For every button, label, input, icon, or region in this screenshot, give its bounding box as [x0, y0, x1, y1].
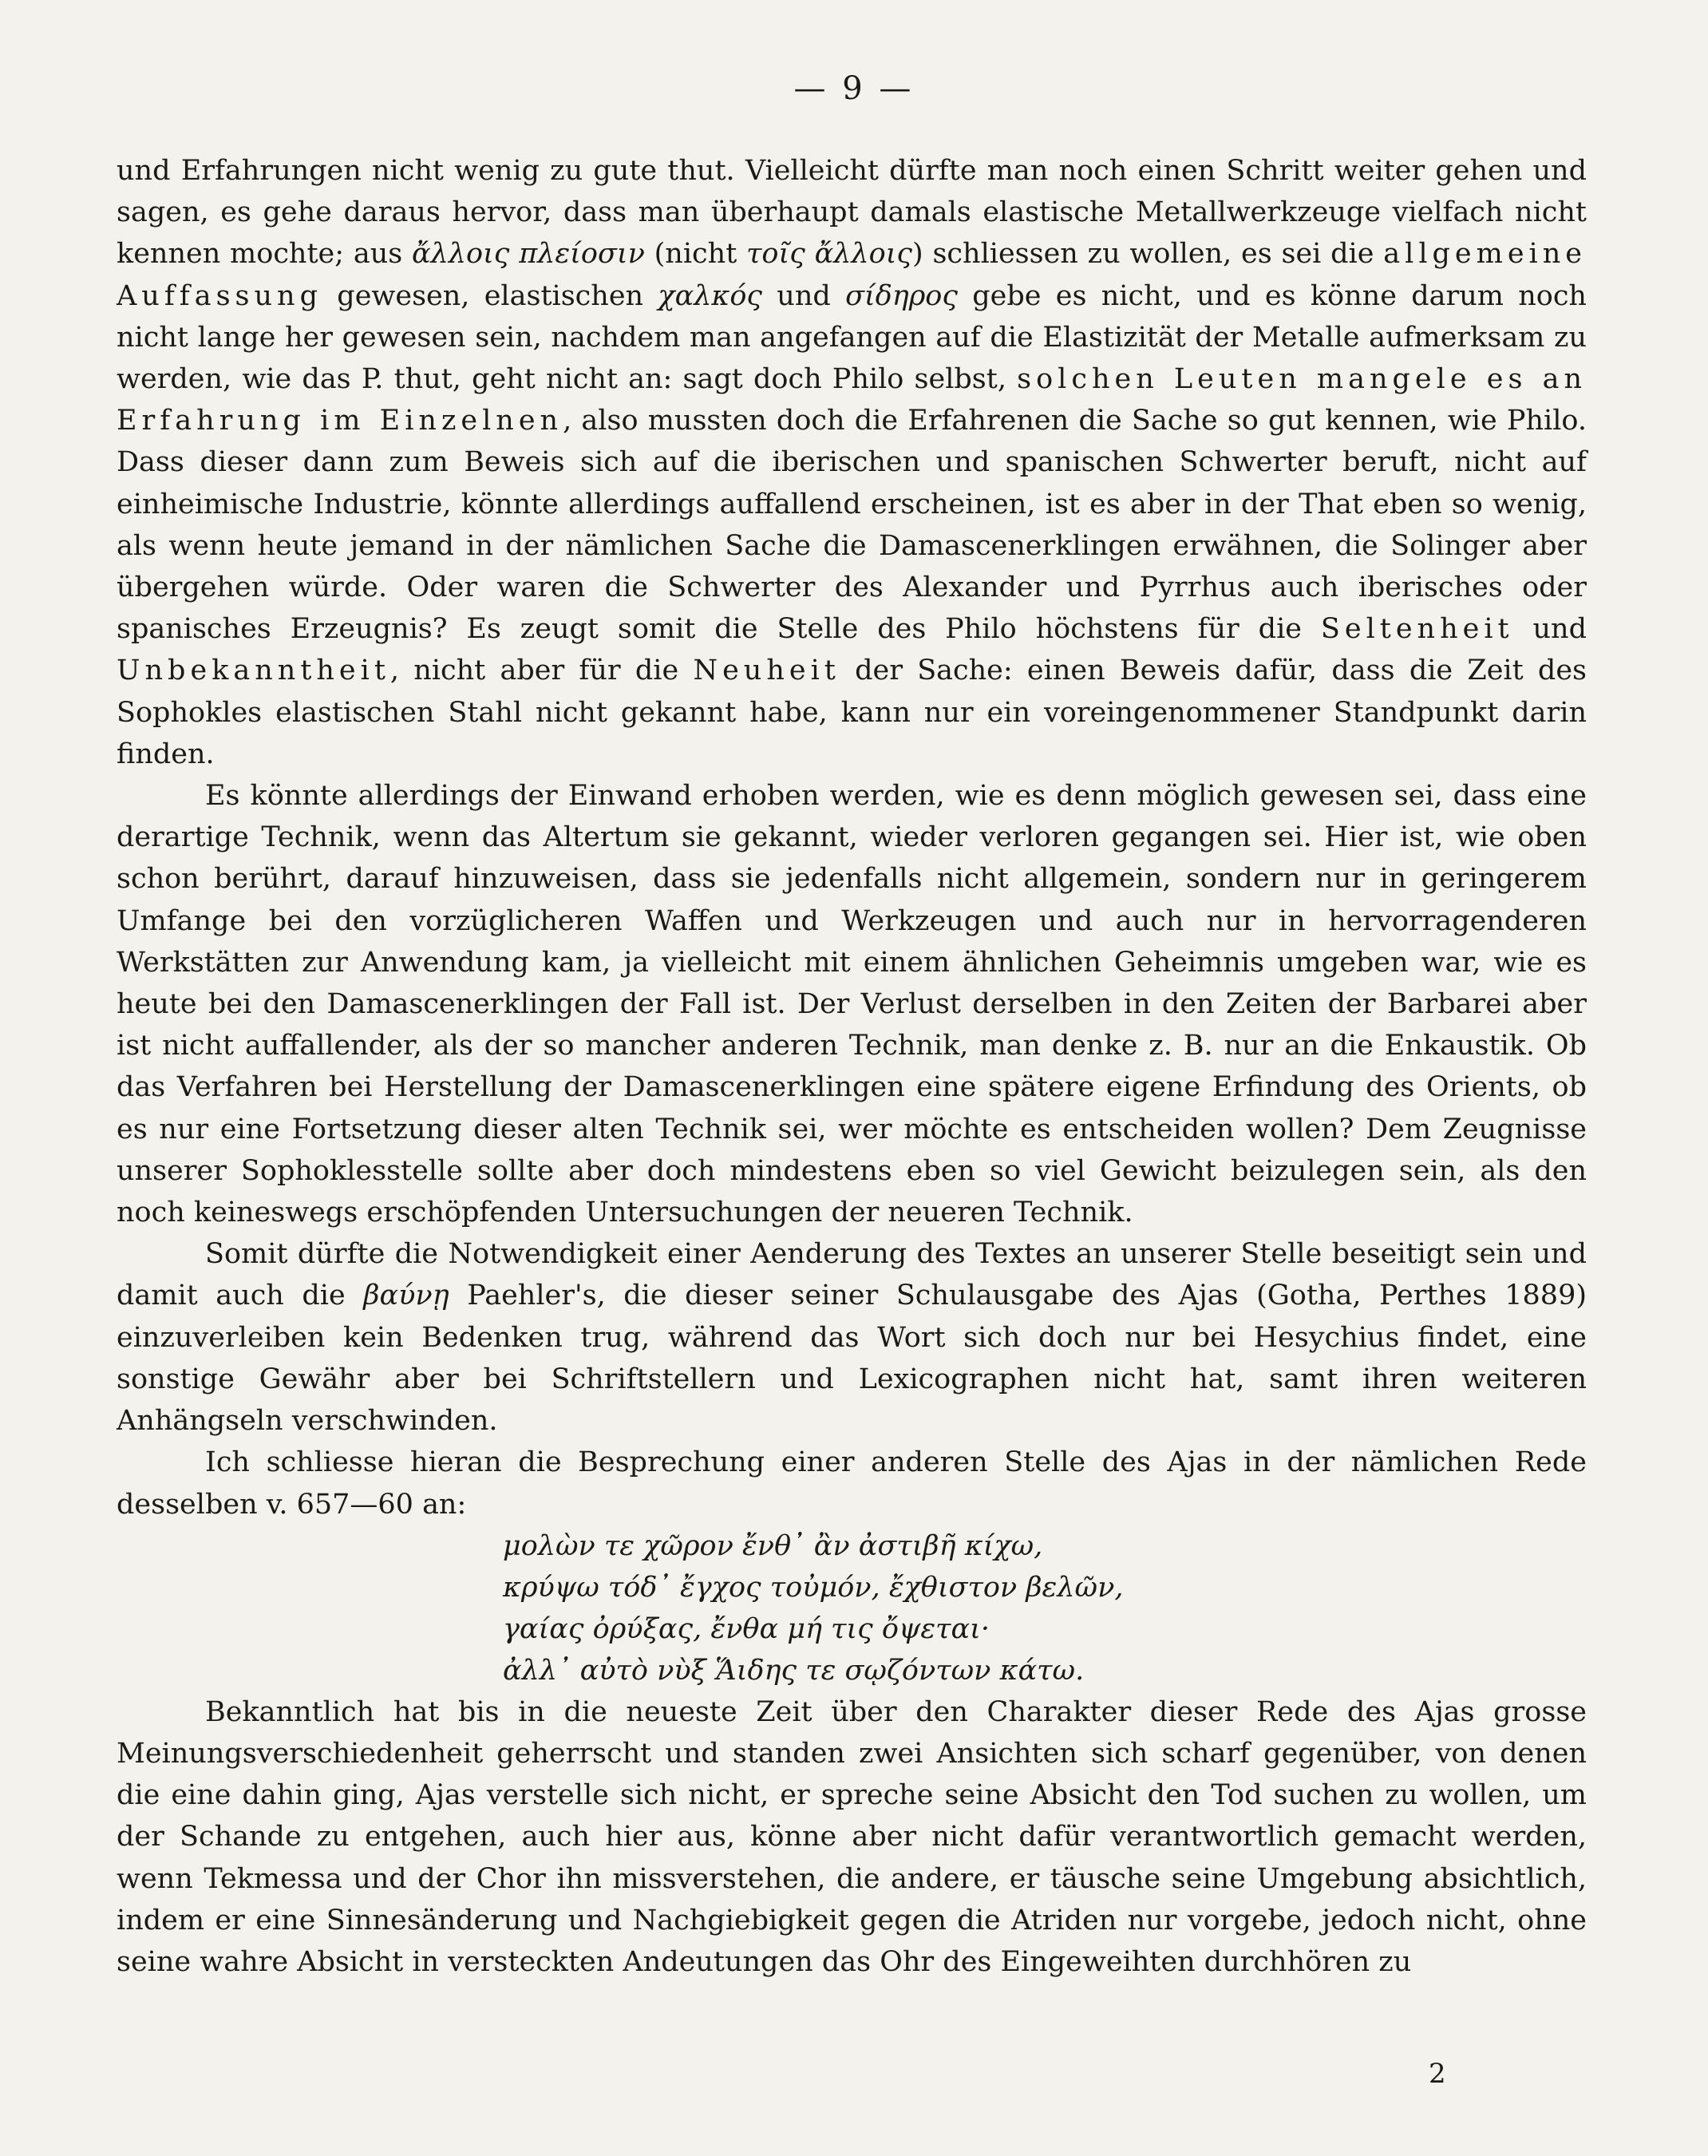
verse-line: μολὼν τε χῶρον ἔνθ᾽ ἂν ἀστιβῆ κίχω, — [503, 1529, 1043, 1562]
text-run: und — [762, 279, 846, 312]
paragraph-2: Es könnte allerdings der Einwand erhoben werden, wie es denn möglich gewesen sei, dass eine derartige Technik, wenn das Altertum sie gekannt, wieder verloren gegangen sei. Hier ist, wie oben schon berührt, darauf hinzuweisen, dass sie jedenfalls nicht allgemein, sondern nur in geringerem Umfange bei den vorzüglicheren Waffen und Werkzeugen und auch nur in hervorragenderen Werkstätten zur Anwendung kam, ja vielleicht mit einem ähnlichen Geheimnis umgeben war, wie es heute bei den Damascenerklingen der Fall ist. Der Verlust derselben in den Zeiten der Barbarei aber ist nicht auffallender, als der so mancher anderen Technik, man denke z. B. nur an die Enkaustik. Ob das Verfahren bei Herstellung der Damascenerklingen eine spätere eigene Erfindung des Orients, ob es nur eine Fortsetzung dieser alten Technik sei, wer möchte es entscheiden wollen? Dem Zeugnisse unserer Sophoklesstelle sollte aber doch mindestens eben so viel Gewicht beizulegen sein, als den noch keineswegs erschöpfenden Untersuchungen der neueren Technik. — [117, 780, 1587, 1229]
body-text — [117, 150, 1587, 1983]
greek-text: τοῖς ἄλλοις — [746, 238, 913, 271]
text-run: Paehler's, die dieser seiner Schulausgabe des Ajas (Gotha, Perthes 1889) einzuverleiben kein Bedenken trug, während das Wort sich doch nur bei Hesychius findet, eine sonstige Gewähr aber bei Schriftstellern und Lexicographen nicht hat, samt ihren weiteren Anhängseln verschwinden. — [117, 1280, 1587, 1438]
text-run: , nicht aber für die — [389, 655, 694, 687]
greek-text: σίδηρος — [845, 279, 958, 312]
text-run: der Sache: einen Beweis dafür, dass die Zeit des Sophokles elastischen Stahl nicht gekannt habe, kann nur ein voreingenommener Standpunkt darin finden. — [117, 655, 1587, 770]
text-run: und Erfahrungen nicht wenig zu gute thut. Vielleicht dürfte man noch einen Schritt weiter gehen und sagen, es gehe daraus hervor, dass man überhaupt damals elastische Metallwerkzeuge vielfach nicht kennen mochte; aus — [117, 155, 1587, 271]
greek-text: ἄλλοις πλείοσιν — [412, 238, 645, 271]
paragraph-1 — [117, 150, 1587, 775]
verse-line: γαίας ὀρύξας, ἔνθα μή τις ὄψεται· — [503, 1612, 990, 1645]
spaced-emphasis: Neuheit — [693, 655, 840, 687]
text-run: und — [1513, 613, 1587, 646]
greek-text: βαύνῃ — [363, 1280, 449, 1312]
verse-line: ἀλλ᾽ αὐτὸ νὺξ Ἅιδης τε σῳζόντων κάτω. — [503, 1654, 1085, 1687]
spaced-emphasis: allgemeine Auffassung — [117, 238, 1587, 312]
page-number: — 9 — — [793, 70, 915, 107]
text-run: Somit dürfte die Notwendigkeit einer Aenderung des Textes an unserer Stelle beseitigt sein und damit auch die — [117, 1238, 1587, 1312]
text-run: ) schliessen zu wollen, es sei die — [912, 238, 1384, 271]
spaced-emphasis: solchen Leuten mangele es an Erfahrung im Einzelnen — [117, 363, 1587, 437]
greek-verse-quote — [503, 1525, 1587, 1691]
greek-text: χαλκός — [658, 279, 763, 312]
text-run: gebe es nicht, und es könne darum noch nicht lange her gewesen sein, nachdem man angefangen auf die Elastizität der Metalle aufmerksam zu werden, wie das P. thut, geht nicht an: sagt doch Philo selbst, — [117, 279, 1587, 396]
text-run: , also mussten doch die Erfahrenen die Sache so gut kennen, wie Philo. Dass dieser dann zum Beweis sich auf die iberischen und spanischen Schwerter beruft, nicht auf einheimische Industrie, könnte allerdings auffallend erscheinen, ist es aber in der That eben so wenig, als wenn heute jemand in der nämlichen Sache die Damascenerklingen erwähnen, die Solinger aber übergehen würde. Oder waren die Schwerter des Alexander und Pyrrhus auch iberisches oder spanisches Erzeugnis? Es zeugt somit die Stelle des Philo höchstens für die — [117, 405, 1587, 646]
paragraph-3 — [117, 1233, 1587, 1442]
paragraph-4: Ich schliesse hieran die Besprechung einer anderen Stelle des Ajas in der nämlichen Rede desselben v. 657—60 an: — [117, 1446, 1587, 1521]
verse-line: κρύψω τόδ᾽ ἔγχος τοὐμόν, ἔχθιστον βελῶν, — [503, 1571, 1124, 1604]
spaced-emphasis: Unbekanntheit — [117, 655, 390, 687]
text-run: (nicht — [644, 238, 747, 271]
spaced-emphasis: Seltenheit — [1320, 613, 1514, 646]
paragraph-5: Bekanntlich hat bis in die neueste Zeit über den Charakter dieser Rede des Ajas grosse Meinungsverschiedenheit geherrscht und standen zwei Ansichten sich scharf gegenüber, von denen die eine dahin ging, Ajas verstelle sich nicht, er spreche seine Absicht den Tod suchen zu wollen, um der Schande zu entgehen, auch hier aus, könne aber nicht dafür verantwortlich gemacht werden, wenn Tekmessa und der Chor ihn missverstehen, die andere, er täusche seine Umgebung absichtlich, indem er eine Sinnesänderung und Nachgiebigkeit gegen die Atriden nur vorgebe, jedoch nicht, ohne seine wahre Absicht in versteckten Andeutungen das Ohr des Eingeweihten durchhören zu — [117, 1695, 1587, 1978]
signature-mark: 2 — [1429, 2058, 1446, 2090]
text-run: gewesen, elastischen — [322, 279, 658, 312]
